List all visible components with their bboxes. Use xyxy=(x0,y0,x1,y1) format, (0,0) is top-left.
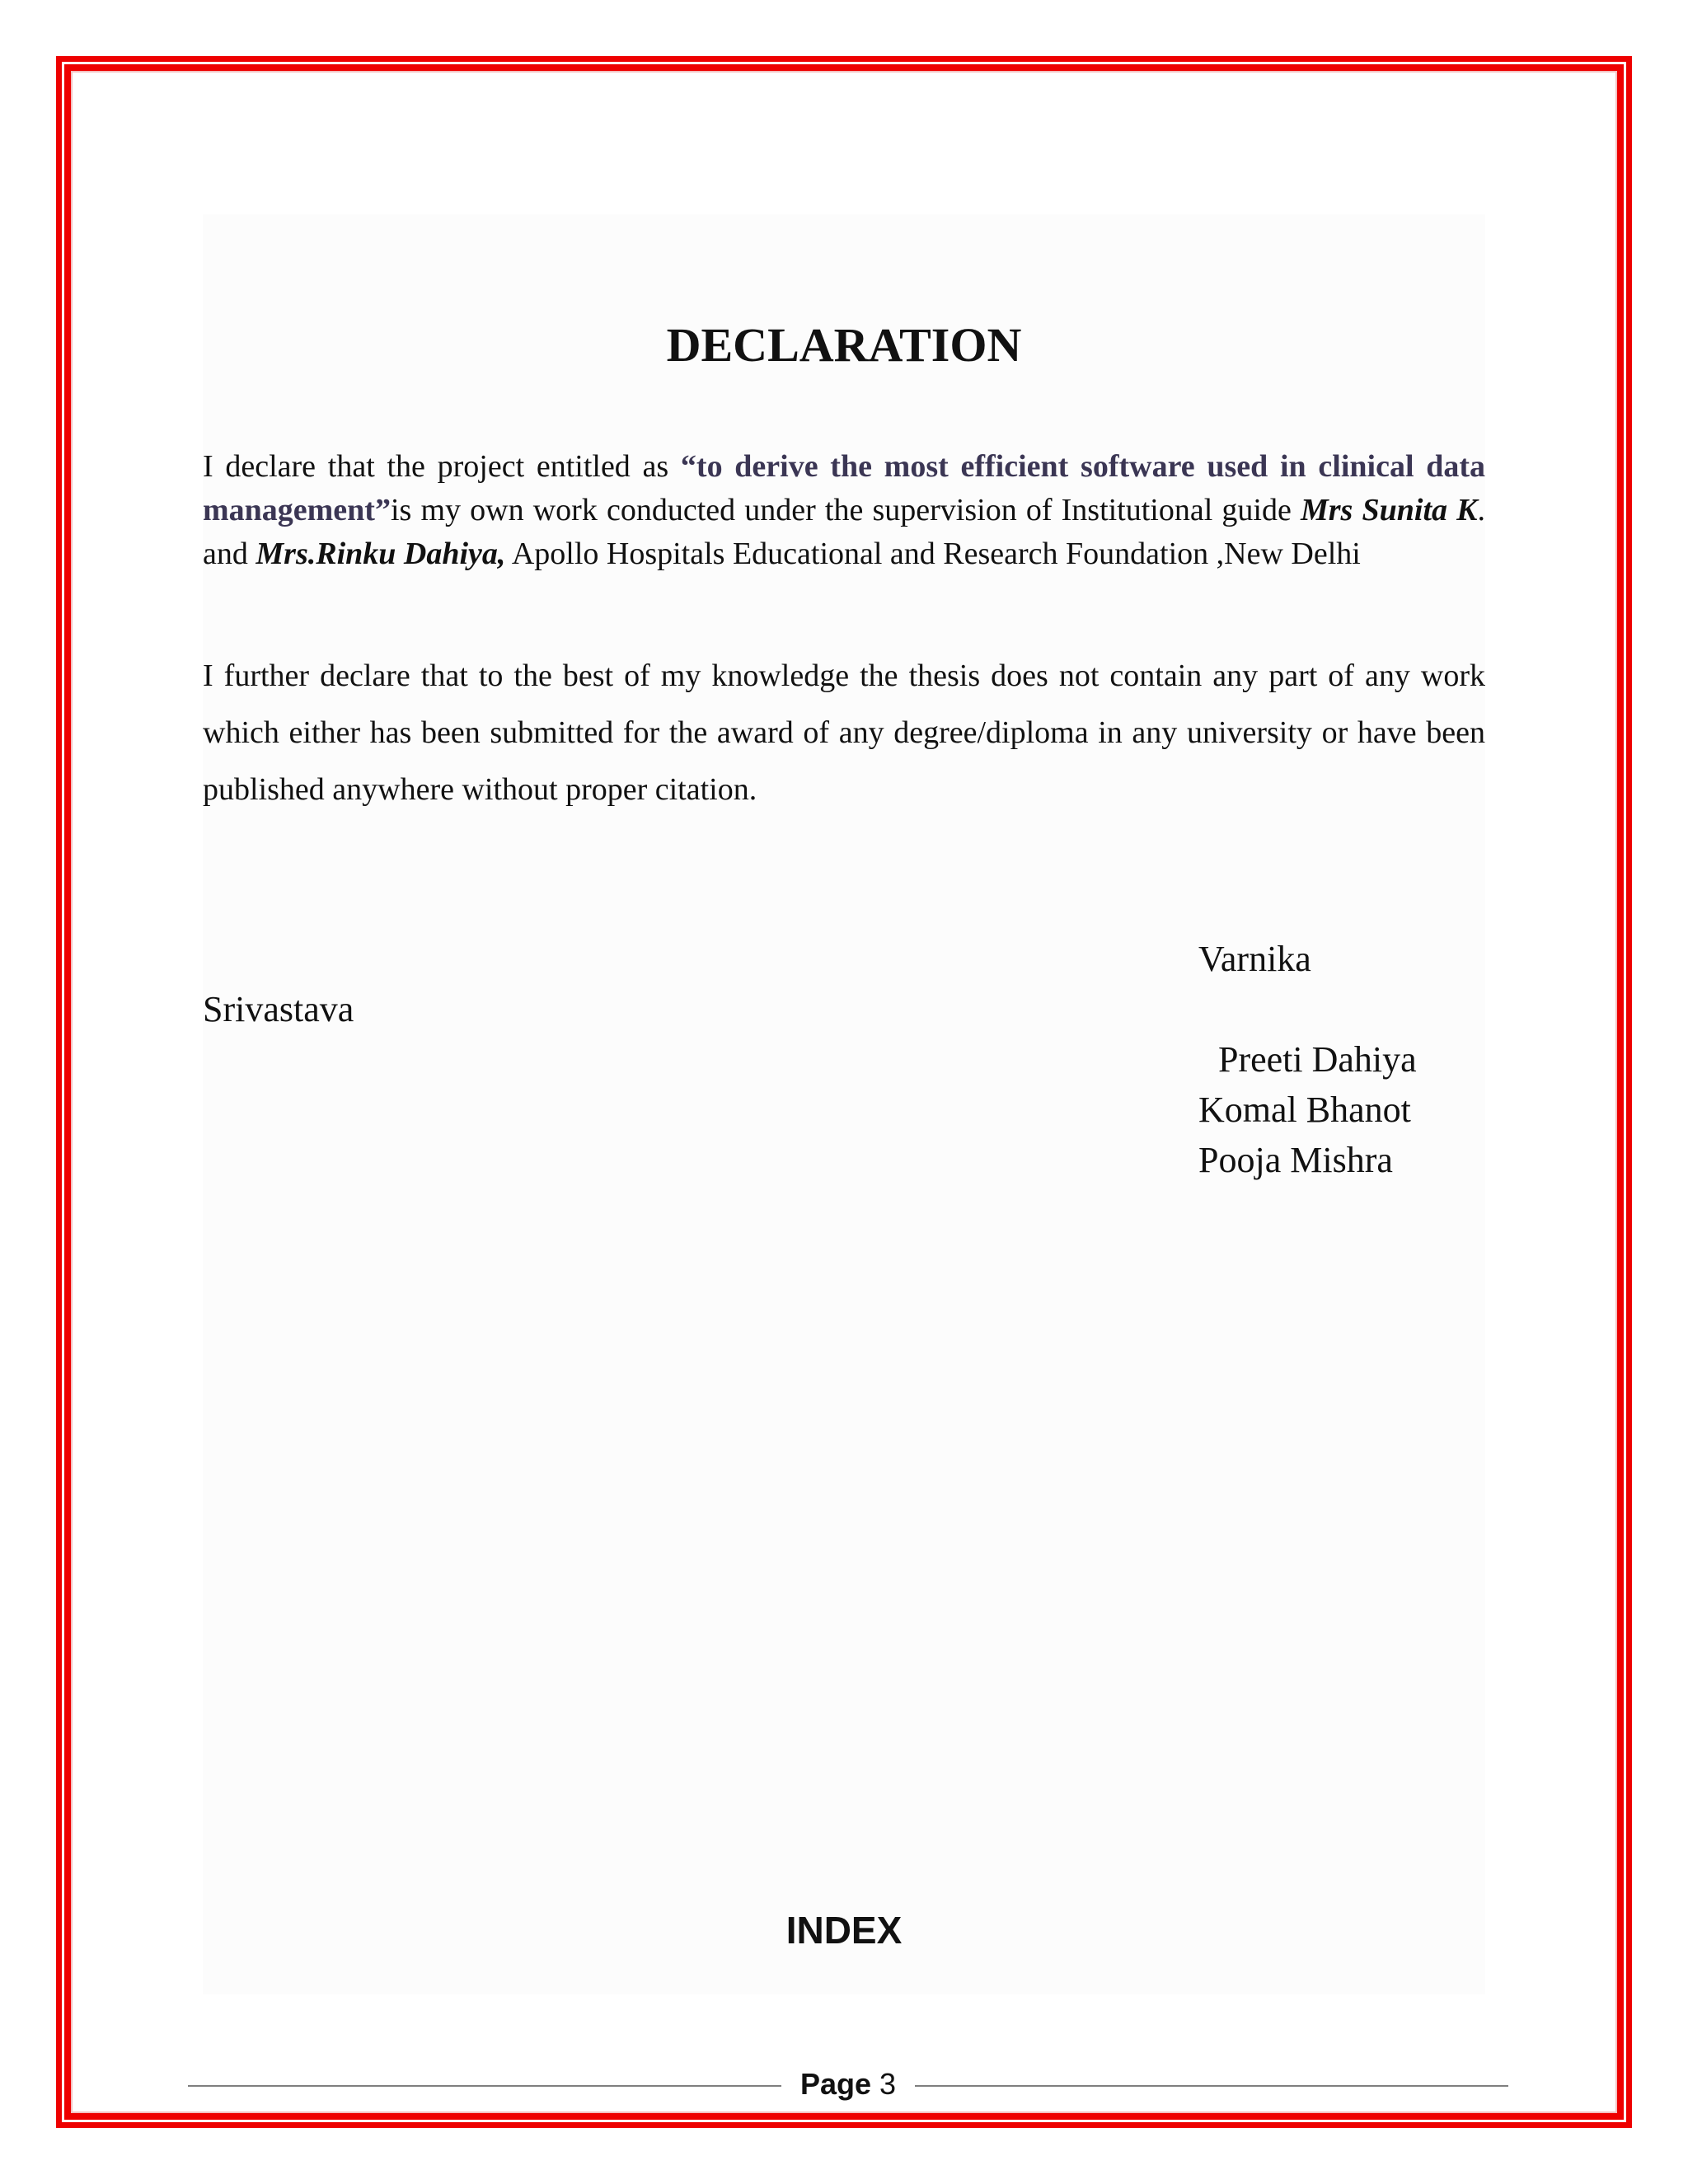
signatory-name-1: Varnika xyxy=(1198,939,1311,979)
signatory-name-2: Preeti Dahiya xyxy=(1218,1039,1417,1080)
institution-text: Apollo Hospitals Educational and Research Foundation ,New Delhi xyxy=(505,537,1361,571)
further-declaration-paragraph: I further declare that to the best of my knowledge the thesis does not contain any part of any work which either has been submitted for the award of any degree/diploma in any university or have been published anywhere without proper citation. xyxy=(203,658,1485,807)
guide-name-2: Mrs.Rinku Dahiya, xyxy=(256,537,506,571)
project-title: “to derive the most efficient software used in clinical data management” xyxy=(203,449,1486,527)
guide-separator: . and xyxy=(203,493,1485,571)
declaration-paragraph xyxy=(203,445,1485,576)
page-label: Page xyxy=(799,2067,871,2101)
page-number: 3 xyxy=(879,2067,897,2101)
guide-name-1: Mrs Sunita K xyxy=(1300,493,1478,527)
signatory-name-4: Pooja Mishra xyxy=(1198,1140,1393,1180)
signatory-name-3: Komal Bhanot xyxy=(1198,1090,1411,1130)
declaration-middle: is my own work conducted under the supervision of Institutional guide xyxy=(390,493,1301,527)
index-heading: INDEX xyxy=(785,1909,903,1952)
footer-rule-right xyxy=(915,2085,1508,2087)
footer-rule-left xyxy=(188,2085,781,2087)
signatory-name-1-continued: Srivastava xyxy=(203,989,354,1029)
declaration-intro: I declare that the project entitled as xyxy=(203,449,681,484)
declaration-title: DECLARATION xyxy=(666,318,1022,372)
page-footer xyxy=(781,2067,915,2102)
